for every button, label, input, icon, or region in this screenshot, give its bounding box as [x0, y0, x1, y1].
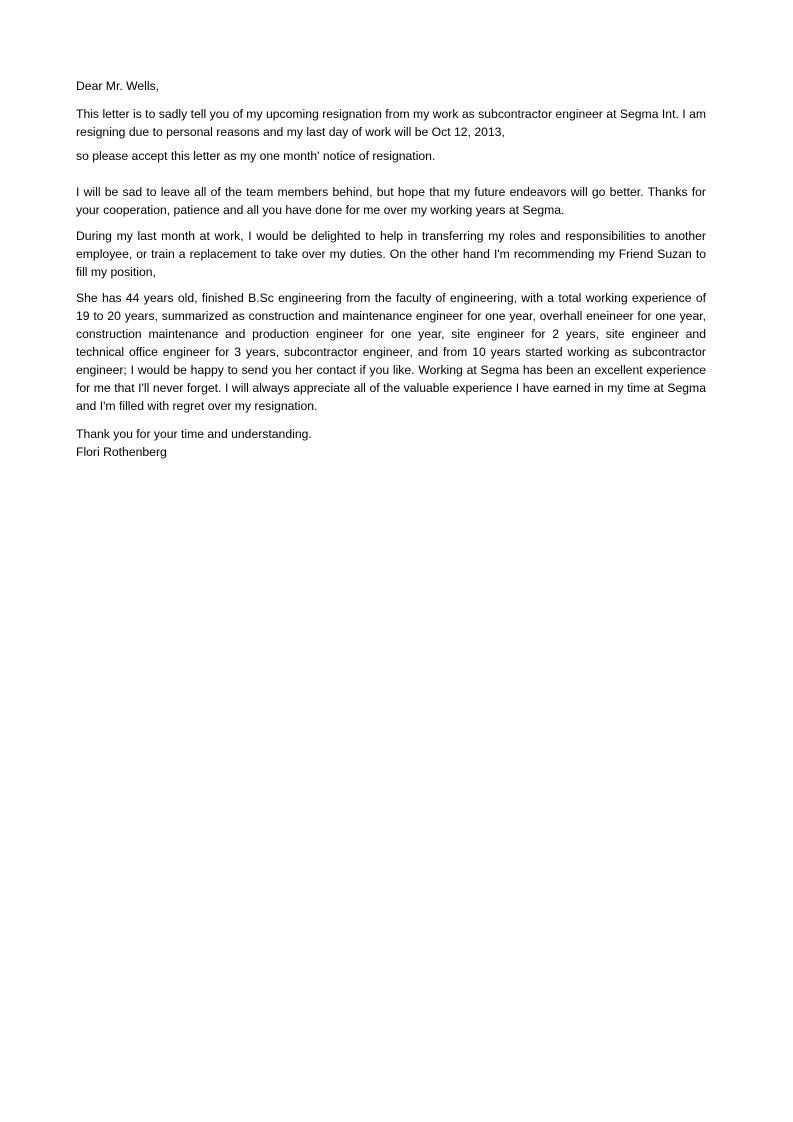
paragraph-transition: During my last month at work, I would be delighted to help in transferring my roles and responsibilities to another employee, or train a replacement to take over my duties. On the other hand I'm recommending my Friend Suzan to fill my position,	[76, 229, 706, 279]
resignation-letter	[76, 77, 706, 461]
paragraph-notice-period: so please accept this letter as my one month' notice of resignation.	[76, 149, 436, 163]
paragraph-recommendation: She has 44 years old, finished B.Sc engineering from the faculty of engineering, with a total working experience of 19 to 20 years, summarized as construction and maintenance engineer for one year, overhall eneineer for one year, construction maintenance and production engineer for one year, site engineer for 2 years, site engineer and technical office engineer for 3 years, subcontractor engineer, and from 10 years started working as subcontractor engineer; I would be happy to send you her contact if you like. Working at Segma has been an excellent experience for me that I'll never forget. I will always appreciate all of the valuable experience I have earned in my time at Segma and I'm filled with regret over my resignation.	[76, 291, 706, 413]
signature-name: Flori Rothenberg	[76, 445, 167, 459]
closing-line: Thank you for your time and understanding.	[76, 427, 312, 441]
paragraph-resignation-notice: This letter is to sadly tell you of my upcoming resignation from my work as subcontractor engineer at Segma Int. I am resigning due to personal reasons and my last day of work will be Oct 12, 2013,	[76, 107, 706, 139]
salutation: Dear Mr. Wells,	[76, 79, 160, 93]
paragraph-thanks: I will be sad to leave all of the team members behind, but hope that my future endeavors will go better. Thanks for your cooperation, patience and all you have done for me over my working years at Segma.	[76, 185, 706, 217]
